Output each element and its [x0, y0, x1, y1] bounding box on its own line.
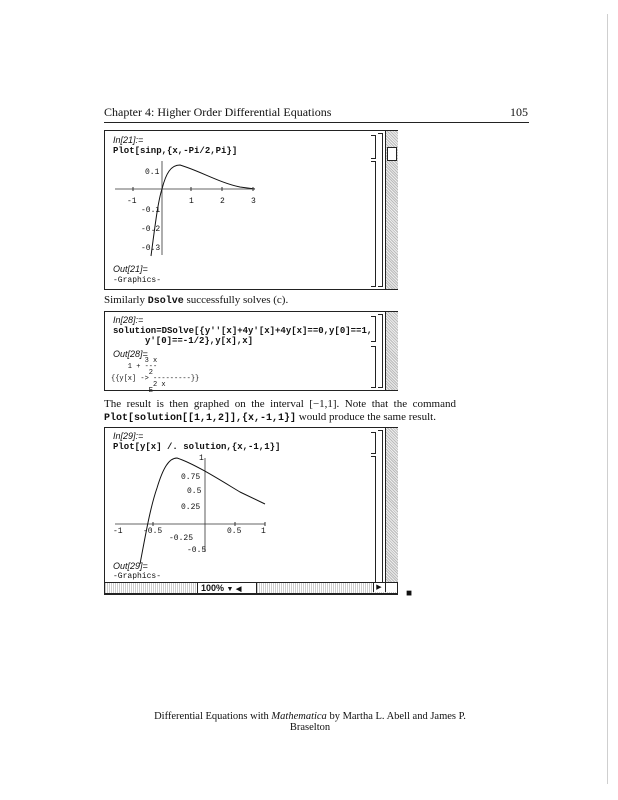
notebook-cell-21: [104, 130, 398, 290]
y-tick-label: 1: [199, 454, 204, 463]
y-tick-label: -0.3: [141, 244, 161, 253]
group-bracket[interactable]: [378, 133, 383, 287]
paragraph-result: The result is then graphed on the interval [−1,1]. Note that the command Plot[solution[[1,1,2]],{x,-1,1}] would produce the same result.: [104, 398, 456, 424]
x-tick-label: 3: [251, 197, 256, 206]
paragraph-similarly: Similarly Dsolve successfully solves (c).: [104, 294, 289, 307]
x-tick-label: 1: [189, 197, 194, 206]
y-tick-label: 0.1: [145, 168, 160, 177]
y-tick-label: -0.5: [187, 546, 207, 555]
output-label: Out[29]=: [113, 561, 148, 571]
vertical-scrollbar[interactable]: [385, 312, 398, 390]
output-cell-bracket[interactable]: [371, 161, 376, 287]
y-tick-label: 0.75: [181, 473, 201, 482]
notebook-cell-28: [104, 311, 398, 395]
x-tick-label: -1: [113, 527, 123, 536]
x-tick-label: 1: [261, 527, 266, 536]
group-bracket[interactable]: [378, 314, 383, 388]
scroll-left-arrow-icon[interactable]: ◀: [236, 586, 242, 593]
page-edge-rule: [607, 14, 608, 784]
scroll-right-arrow-icon[interactable]: ▶: [373, 583, 384, 592]
output-label: Out[28]=: [113, 349, 148, 359]
input-cell-bracket[interactable]: [371, 316, 376, 342]
curve-21: [151, 165, 255, 256]
group-bracket[interactable]: [378, 430, 383, 586]
header-rule: [104, 122, 529, 123]
input-code[interactable]: Plot[y[x] /. solution,{x,-1,1}]: [113, 442, 281, 452]
output-expression: 3 x 1 + --- 2 {{y[x] -> ---------}} 2 x E: [111, 357, 200, 395]
x-tick-label: -1: [127, 197, 137, 206]
y-tick-label: 0.5: [187, 487, 202, 496]
y-tick-label: -0.1: [141, 206, 161, 215]
y-tick-label: -0.2: [141, 225, 161, 234]
vertical-scrollbar[interactable]: [385, 131, 398, 289]
zoom-menu-icon[interactable]: ▼: [226, 586, 234, 593]
output-cell-bracket[interactable]: [371, 456, 376, 586]
output-label: Out[21]=: [113, 264, 148, 274]
y-tick-label: 0.25: [181, 503, 201, 512]
inline-code: Dsolve: [147, 296, 184, 307]
chapter-title: Chapter 4: Higher Order Differential Equations: [104, 105, 332, 119]
y-tick-label: -0.25: [169, 534, 194, 543]
inline-code: Plot[solution[[1,1,2]],{x,-1,1}]: [104, 413, 297, 424]
x-tick-label: 0.5: [227, 527, 242, 536]
graphics-output: -Graphics-: [113, 276, 162, 285]
input-cell-bracket[interactable]: [371, 135, 376, 159]
plot-21: [105, 131, 365, 261]
graphics-output: -Graphics-: [113, 572, 162, 581]
zoom-level: 100%: [201, 583, 225, 593]
scroll-thumb[interactable]: [387, 147, 397, 161]
plot-29: [105, 428, 375, 568]
end-of-example-mark: ■: [406, 588, 413, 599]
x-tick-label: 2: [220, 197, 225, 206]
page-footer: Differential Equations with Mathematica by Martha L. Abell and James P. Braselton: [154, 711, 466, 733]
page-header: [104, 105, 528, 120]
footer-italic-title: Mathematica: [271, 711, 327, 722]
input-cell-bracket[interactable]: [371, 432, 376, 454]
magnification-box[interactable]: [197, 582, 257, 594]
input-label: In[29]:=: [113, 431, 144, 441]
input-code[interactable]: Plot[sinp,{x,-Pi/2,Pi}]: [113, 146, 238, 156]
input-code-line-2[interactable]: y'[0]==-1/2},y[x],x]: [145, 336, 254, 346]
x-tick-label: -0.5: [143, 527, 163, 536]
vertical-scrollbar[interactable]: [385, 428, 398, 594]
input-label: In[28]:=: [113, 315, 144, 325]
notebook-cell-29: [104, 427, 398, 595]
resize-grip-icon[interactable]: [385, 583, 397, 592]
window-status-bar: [104, 582, 398, 594]
input-label: In[21]:=: [113, 135, 144, 145]
page-number: 105: [510, 105, 528, 119]
output-cell-bracket[interactable]: [371, 346, 376, 388]
input-code-line-1[interactable]: solution=DSolve[{y''[x]+4y'[x]+4y[x]==0,y[0]==1,: [113, 326, 373, 336]
